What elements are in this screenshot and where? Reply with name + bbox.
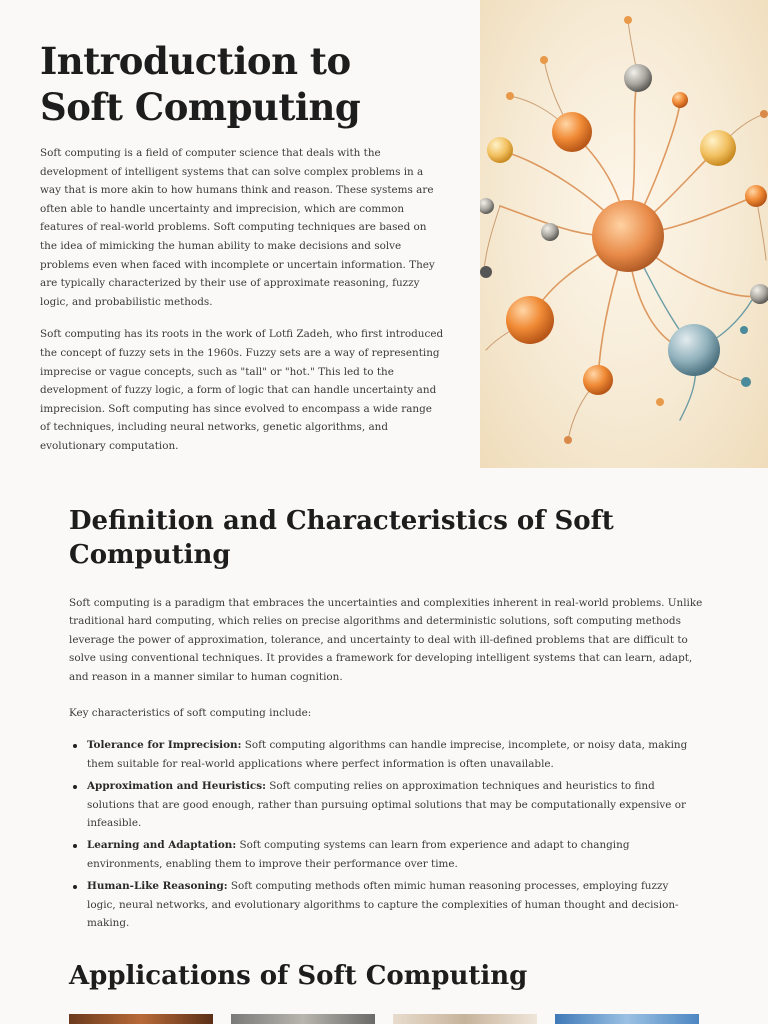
list-item-term: Approximation and Heuristics: xyxy=(87,780,266,793)
list-item-term: Tolerance for Imprecision: xyxy=(87,739,242,752)
application-image xyxy=(231,1014,375,1024)
intro-paragraph-2: Soft computing has its roots in the work of Lotfi Zadeh, who first introduced the concept of fuzzy sets in the 1960s. Fuzzy sets are a way of representing imprecise or vague concepts, such as "tall" or "hot." This led to the development of fuzzy logic, a form of logic that can handle uncertainty and imprecision. Soft computing has since evolved to encompass a wide range of techniques, including neural networks, genetic algorithms, and evolutionary computation. xyxy=(40,328,444,452)
definition-paragraph: Soft computing is a paradigm that embraces the uncertainties and complexities inherent in real-world problems. Unlike traditional hard computing, which relies on precise algorithms and deterministic solutions, soft computing methods leverage the power of approximation, tolerance, and uncertainty to deal with ill-defined problems that are difficult to solve using conventional techniques. It provides a framework for developing intelligent systems that can learn, adapt, and reason in a manner similar to human cognition. xyxy=(69,597,703,683)
list-item-text: Soft computing systems can learn from experience and adapt to changing environments, enabling them to improve their performance over time. xyxy=(87,839,630,870)
intro-section xyxy=(40,38,444,456)
list-item-text: Soft computing relies on approximation techniques and heuristics to find solutions that are good enough, rather than pursuing optimal solutions that may be computationally expensive or infeasible. xyxy=(87,780,686,830)
application-image xyxy=(555,1014,699,1024)
list-item xyxy=(87,736,709,773)
section-heading-definition: Definition and Characteristics of Soft Computing xyxy=(69,506,614,570)
application-thumbnails xyxy=(69,1014,709,1024)
characteristics-list xyxy=(69,736,709,932)
characteristics-lead: Key characteristics of soft computing include: xyxy=(69,707,312,720)
neuron-illustration xyxy=(480,0,768,468)
list-item-term: Human-Like Reasoning: xyxy=(87,880,228,893)
definition-section xyxy=(69,504,709,937)
application-image xyxy=(69,1014,213,1024)
applications-section xyxy=(69,958,709,994)
page-title: Introduction to Soft Computing xyxy=(40,39,361,129)
list-item-text: Soft computing methods often mimic human reasoning processes, employing fuzzy logic, neural networks, and evolutionary algorithms to capture the complexities of human thought and decision-making. xyxy=(87,880,679,930)
list-item xyxy=(87,777,709,832)
list-item-term: Learning and Adaptation: xyxy=(87,839,237,852)
section-heading-applications: Applications of Soft Computing xyxy=(69,961,528,991)
intro-paragraph-1: Soft computing is a field of computer science that deals with the development of intelligent systems that can solve complex problems in a way that is more akin to how humans think and reason. These systems are often able to handle uncertainty and imprecision, which are common features of real-world problems. Soft computing techniques are based on the idea of mimicking the human ability to make decisions and solve problems even when faced with incomplete or uncertain information. They are typically characterized by their use of approximate reasoning, fuzzy logic, and probabilistic methods. xyxy=(40,147,435,308)
list-item xyxy=(87,836,709,873)
application-image xyxy=(393,1014,537,1024)
central-neuron-icon xyxy=(592,200,664,272)
list-item-text: Soft computing algorithms can handle imprecise, incomplete, or noisy data, making them suitable for real-world applications where perfect information is often unavailable. xyxy=(87,739,688,770)
list-item xyxy=(87,877,709,932)
